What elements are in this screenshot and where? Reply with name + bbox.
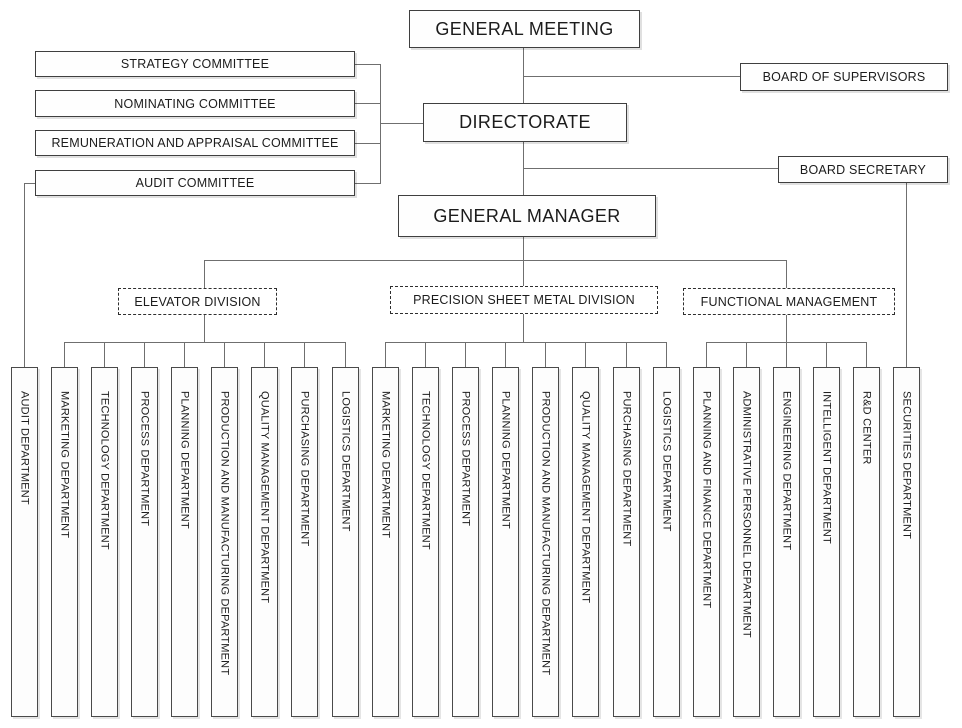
elevator-division-box: ELEVATOR DIVISION xyxy=(118,288,277,315)
department-label: LOGISTICS DEPARTMENT xyxy=(660,391,673,532)
connector-line xyxy=(380,123,424,124)
department-label: QUALITY MANAGEMENT DEPARTMENT xyxy=(579,391,592,604)
connector-tick xyxy=(425,342,426,367)
department-box xyxy=(11,367,38,717)
department-label: PLANNING AND FINANCE DEPARTMENT xyxy=(700,391,713,609)
department-box xyxy=(452,367,479,717)
connector-line xyxy=(906,183,907,367)
department-box xyxy=(733,367,760,717)
department-label: INTELLIGENT DEPARTMENT xyxy=(820,391,833,544)
remuneration-appraisal-committee-box: REMUNERATION AND APPRAISAL COMMITTEE xyxy=(35,130,355,156)
connector-tick xyxy=(264,342,265,367)
department-label: SECURITIES DEPARTMENT xyxy=(900,391,913,540)
department-label: PURCHASING DEPARTMENT xyxy=(298,391,311,547)
connector-tick xyxy=(224,342,225,367)
nominating-committee-box: NOMINATING COMMITTEE xyxy=(35,90,355,117)
strategy-committee-box: STRATEGY COMMITTEE xyxy=(35,51,355,77)
department-box xyxy=(171,367,198,717)
department-box xyxy=(412,367,439,717)
department-label: QUALITY MANAGEMENT DEPARTMENT xyxy=(258,391,271,604)
department-label: PLANNING DEPARTMENT xyxy=(178,391,191,529)
department-box xyxy=(492,367,519,717)
connector-line xyxy=(380,64,381,184)
department-label: R&D CENTER xyxy=(860,391,873,465)
department-label: PROCESS DEPARTMENT xyxy=(138,391,151,527)
department-label: PRODUCTION AND MANUFACTURING DEPARTMENT xyxy=(539,391,552,676)
connector-line xyxy=(204,260,787,261)
connector-tick xyxy=(746,342,747,367)
connector-tick xyxy=(826,342,827,367)
functional-management-box: FUNCTIONAL MANAGEMENT xyxy=(683,288,895,315)
connector-tick xyxy=(626,342,627,367)
department-box xyxy=(131,367,158,717)
department-box xyxy=(372,367,399,717)
connector-line xyxy=(523,76,741,77)
connector-tick xyxy=(786,342,787,367)
audit-committee-box: AUDIT COMMITTEE xyxy=(35,170,355,196)
department-box xyxy=(613,367,640,717)
department-box xyxy=(773,367,800,717)
connector-line xyxy=(24,183,25,367)
connector-tick xyxy=(304,342,305,367)
board-secretary-box: BOARD SECRETARY xyxy=(778,156,948,183)
department-box xyxy=(653,367,680,717)
department-label: AUDIT DEPARTMENT xyxy=(18,391,31,505)
department-label: PRODUCTION AND MANUFACTURING DEPARTMENT xyxy=(218,391,231,676)
connector-tick xyxy=(465,342,466,367)
department-box xyxy=(251,367,278,717)
connector-line xyxy=(355,103,381,104)
general-meeting-box: GENERAL MEETING xyxy=(409,10,640,48)
general-manager-box: GENERAL MANAGER xyxy=(398,195,656,237)
department-box xyxy=(332,367,359,717)
connector-line xyxy=(355,64,381,65)
department-label: ADMINISTRATIVE PERSONNEL DEPARTMENT xyxy=(740,391,753,638)
department-box xyxy=(572,367,599,717)
department-label: PLANNING DEPARTMENT xyxy=(499,391,512,529)
department-box xyxy=(853,367,880,717)
department-label: ENGINEERING DEPARTMENT xyxy=(780,391,793,551)
board-of-supervisors-box: BOARD OF SUPERVISORS xyxy=(740,63,948,91)
department-label: MARKETING DEPARTMENT xyxy=(58,391,71,539)
connector-tick xyxy=(906,342,907,367)
connector-line xyxy=(523,168,779,169)
connector-tick xyxy=(104,342,105,367)
department-label: TECHNOLOGY DEPARTMENT xyxy=(98,391,111,550)
department-box xyxy=(91,367,118,717)
department-box xyxy=(532,367,559,717)
department-label: LOGISTICS DEPARTMENT xyxy=(339,391,352,532)
department-box xyxy=(893,367,920,717)
connector-tick xyxy=(866,342,867,367)
precision-sheet-metal-division-box: PRECISION SHEET METAL DIVISION xyxy=(390,286,658,314)
connector-tick xyxy=(706,342,707,367)
connector-tick xyxy=(345,342,346,367)
connector-tick xyxy=(144,342,145,367)
directorate-box: DIRECTORATE xyxy=(423,103,627,142)
department-label: TECHNOLOGY DEPARTMENT xyxy=(419,391,432,550)
connector-tick xyxy=(24,342,25,367)
department-label: MARKETING DEPARTMENT xyxy=(379,391,392,539)
connector-line xyxy=(355,183,381,184)
connector-tick xyxy=(385,342,386,367)
connector-tick xyxy=(666,342,667,367)
department-box xyxy=(813,367,840,717)
connector-line xyxy=(385,342,667,343)
department-box xyxy=(693,367,720,717)
department-label: PURCHASING DEPARTMENT xyxy=(620,391,633,547)
department-box xyxy=(211,367,238,717)
connector-tick xyxy=(545,342,546,367)
connector-line xyxy=(355,143,381,144)
department-box xyxy=(291,367,318,717)
connector-tick xyxy=(585,342,586,367)
connector-tick xyxy=(505,342,506,367)
connector-tick xyxy=(184,342,185,367)
department-box xyxy=(51,367,78,717)
connector-tick xyxy=(64,342,65,367)
department-label: PROCESS DEPARTMENT xyxy=(459,391,472,527)
